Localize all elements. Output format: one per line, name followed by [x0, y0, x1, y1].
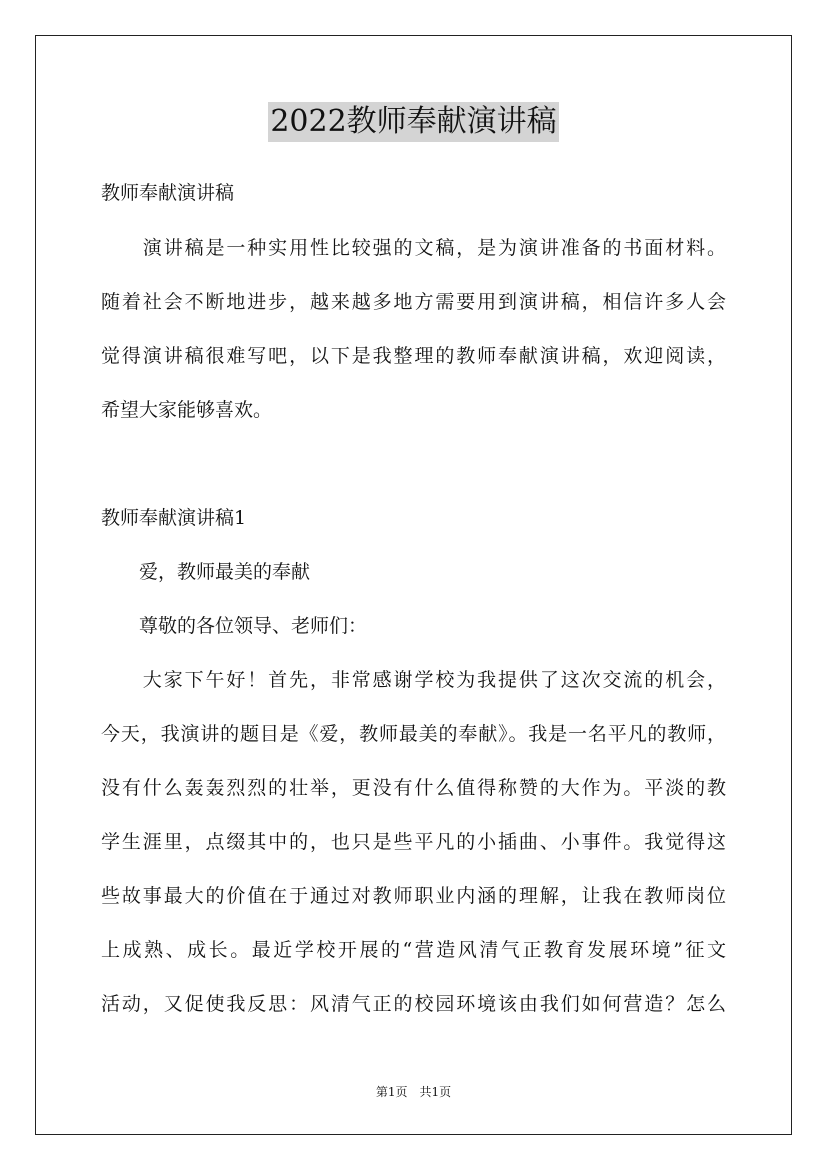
paragraph-line: 学生涯里，点缀其中的，也只是些平凡的小插曲、小事件。我觉得这 — [101, 831, 726, 853]
paragraph-line: 些故事最大的价值在于通过对教师职业内涵的理解，让我在教师岗位 — [101, 885, 726, 907]
section-heading: 教师奉献演讲稿 — [101, 182, 235, 204]
section-heading: 教师奉献演讲稿1 — [101, 507, 247, 529]
paragraph-line: 大家下午好！首先，非常感谢学校为我提供了这次交流的机会， — [101, 669, 726, 691]
paragraph-line: 随着社会不断地进步，越来越多地方需要用到演讲稿，相信许多人会 — [101, 291, 726, 313]
salutation: 尊敬的各位领导、老师们： — [101, 615, 368, 637]
page-footer: 第1页 共1页 — [375, 1085, 452, 1099]
document-title: 2022教师奉献演讲稿 — [268, 102, 558, 142]
paragraph-line: 活动，又促使我反思：风清气正的校园环境该由我们如何营造？怎么 — [101, 993, 726, 1015]
title-wrap — [0, 102, 827, 142]
paragraph-line: 没有什么轰轰烈烈的壮举，更没有什么值得称赞的大作为。平淡的教 — [101, 777, 726, 799]
paragraph-line: 希望大家能够喜欢。 — [101, 399, 273, 421]
paragraph-line: 上成熟、成长。最近学校开展的“营造风清气正教育发展环境”征文 — [101, 939, 726, 961]
paragraph-line: 觉得演讲稿很难写吧，以下是我整理的教师奉献演讲稿，欢迎阅读， — [101, 345, 726, 367]
paragraph-line: 今天，我演讲的题目是《爱，教师最美的奉献》。我是一名平凡的教师， — [101, 723, 726, 745]
speech-title: 爱，教师最美的奉献 — [101, 561, 311, 583]
paragraph-line: 演讲稿是一种实用性比较强的文稿，是为演讲准备的书面材料。 — [101, 237, 726, 259]
